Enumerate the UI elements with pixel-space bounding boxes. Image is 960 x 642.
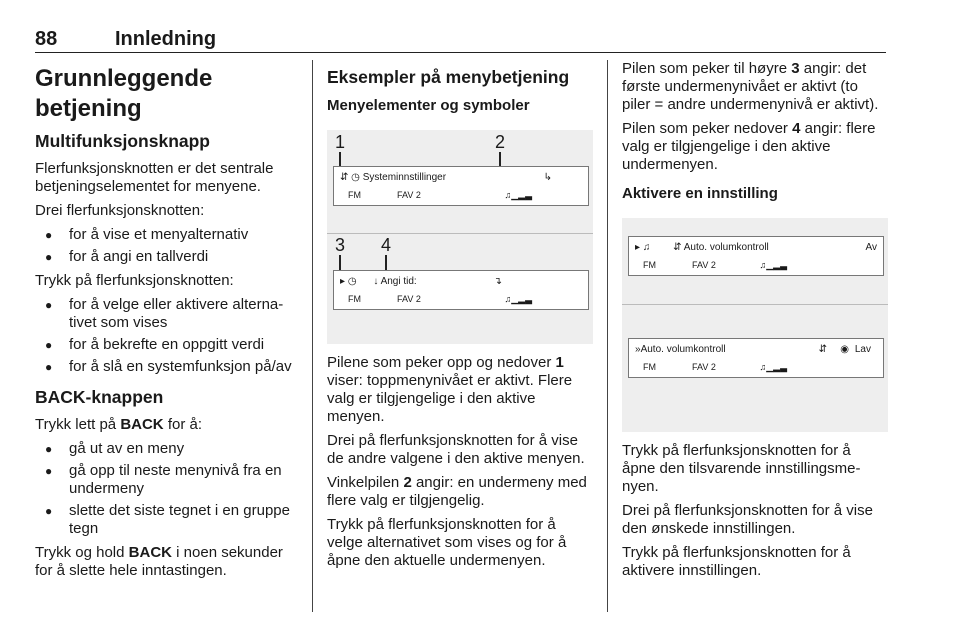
text: Trykk og hold	[35, 544, 129, 561]
signal-icon: ♫▁▂▃	[759, 362, 787, 372]
setting-value: Av	[865, 242, 877, 253]
list-item: ● for å bekrefte en oppgitt verdi	[35, 336, 303, 354]
fav-label: FAV 2	[692, 362, 716, 372]
list-item: ● for å slå en systemfunksjon på/av	[35, 358, 303, 376]
text: Pilene som peker opp og nedover	[327, 354, 556, 371]
page-heading: Grunnleggende betjening	[35, 65, 213, 122]
paragraph: Trykk på flerfunksjonsknotten for å aktivere innstillingen.	[622, 544, 851, 579]
section-heading-examples: Eksempler på menybetjening	[327, 67, 570, 87]
paragraph	[622, 120, 888, 174]
signal-icon: ♫▁▂▃	[504, 294, 532, 304]
angle-arrow-icon: ↳	[543, 172, 552, 183]
signal-icon: ♫▁▂▃	[504, 190, 532, 200]
activate-setting-figure	[622, 218, 888, 432]
menu-label: Angi tid:	[380, 276, 417, 287]
band-label: FM	[348, 190, 361, 200]
right-arrow-icon: ▸	[635, 242, 641, 253]
section-title: Innledning	[115, 28, 217, 50]
section-heading-back: BACK-knappen	[35, 387, 164, 407]
setting-value: Lav	[854, 344, 871, 355]
text: angir: det første undermenynivået er aktivt (to piler = andre undermenynivå er aktivt).	[622, 60, 879, 113]
setting-label: Auto. volumkontroll	[640, 344, 726, 355]
list-item: ● for å angi en tallverdi	[35, 248, 303, 266]
paragraph: Drei flerfunksjonsknotten:	[35, 202, 205, 219]
right-arrow-icon: ▸	[340, 276, 346, 287]
text: Vinkelpilen	[327, 474, 404, 491]
angle-arrow-icon: ↴	[493, 276, 502, 287]
callout-3: 3	[335, 235, 346, 255]
fav-label: FAV 2	[397, 190, 421, 200]
bullet-list	[35, 296, 303, 376]
setting-panel-low	[628, 338, 884, 378]
list-item: ● slette det siste tegnet i en gruppe tegn	[35, 502, 303, 538]
text: Pilen som peker nedover	[622, 120, 793, 137]
paragraph	[327, 474, 593, 510]
text: for å:	[163, 416, 203, 433]
bold-text: 1	[555, 354, 564, 371]
paragraph: Trykk på flerfunksjonsknotten for å åpne den tilsvarende innstillingsmenyen.	[622, 442, 861, 495]
up-down-arrow-icon: ⇵	[340, 172, 349, 183]
bullet-list	[35, 440, 303, 538]
band-label: FM	[643, 362, 656, 372]
band-label: FM	[643, 260, 656, 270]
fav-label: FAV 2	[397, 294, 421, 304]
paragraph	[327, 354, 593, 426]
subheading-activate: Aktivere en innstilling	[622, 185, 778, 202]
page-number: 88	[35, 28, 58, 50]
callout-4: 4	[381, 235, 392, 255]
list-item: ● for å vise et menyalternativ	[35, 226, 303, 244]
paragraph	[35, 544, 303, 580]
list-item: ● for å velge eller aktivere alternativet som vises	[35, 296, 303, 332]
bold-text: 3	[791, 60, 800, 77]
column-2	[327, 60, 593, 576]
up-down-arrow-icon: ⇵	[673, 242, 682, 253]
setting-label: Auto. volumkontroll	[683, 242, 769, 253]
list-item: ● gå ut av en meny	[35, 440, 303, 458]
down-arrow-icon: ↓	[373, 276, 379, 287]
column-3	[622, 60, 888, 586]
callout-2: 2	[495, 132, 506, 152]
bold-text: 2	[403, 474, 412, 491]
column-divider	[607, 60, 608, 612]
up-down-arrow-icon: ⇵	[818, 344, 827, 355]
bold-text: 4	[792, 120, 801, 137]
radio-selected-icon: ◉	[840, 344, 849, 355]
signal-icon: ♫▁▂▃	[759, 260, 787, 270]
callout-1: 1	[335, 132, 346, 152]
text: viser: toppmenynivået er aktivt. Flere valg er tilgjengelige i den aktive menyen.	[327, 372, 573, 425]
clock-icon: ◷	[351, 172, 360, 183]
clock-icon: ◷	[347, 276, 357, 287]
menu-symbols-figure	[327, 130, 593, 344]
text: angir: flere valg er tilgjengelige i den aktive undermenyen.	[622, 120, 876, 173]
setting-panel-off	[628, 236, 884, 276]
text: Pilen som peker til høyre	[622, 60, 792, 77]
page-header	[35, 28, 886, 53]
paragraph: Trykk på flerfunksjonsknotten for å velge alternativet som vises og for å åpne den aktuelle undermenyen.	[327, 516, 567, 569]
column-1	[35, 60, 303, 586]
figure-divider	[622, 304, 888, 305]
text: angir: en undermeny med flere valg er tilgjengelig.	[327, 474, 587, 509]
figure-divider	[327, 233, 593, 234]
bold-text: BACK	[120, 416, 164, 433]
text: Trykk lett på	[35, 416, 121, 433]
double-right-arrow-icon: »	[635, 344, 641, 355]
menu-panel-time	[333, 270, 589, 310]
subheading-symbols: Menyelementer og symboler	[327, 97, 530, 114]
band-label: FM	[348, 294, 361, 304]
column-divider	[312, 60, 313, 612]
paragraph	[622, 60, 888, 114]
bold-text: BACK	[128, 544, 172, 561]
bullet-list	[35, 226, 303, 266]
menu-panel-system	[333, 166, 589, 206]
paragraph: Trykk på flerfunksjonsknotten:	[35, 272, 234, 289]
list-item: ● gå opp til neste menynivå fra en undermeny	[35, 462, 303, 498]
paragraph: Flerfunksjonsknotten er det sentrale betjeningselementet for menyene.	[35, 160, 274, 195]
paragraph: Drei på flerfunksjonsknotten for å vise de andre valgene i den aktive menyen.	[327, 432, 585, 467]
text: i noen sekunder for å slette hele inntastingen.	[35, 544, 283, 579]
paragraph	[35, 416, 303, 434]
paragraph: Drei på flerfunksjonsknotten for å vise den ønskede innstillingen.	[622, 502, 873, 537]
menu-label: Systeminnstillinger	[362, 172, 447, 183]
fav-label: FAV 2	[692, 260, 716, 270]
music-note-icon: ♫	[642, 242, 651, 253]
section-heading-multi: Multifunksjonsknapp	[35, 131, 210, 151]
